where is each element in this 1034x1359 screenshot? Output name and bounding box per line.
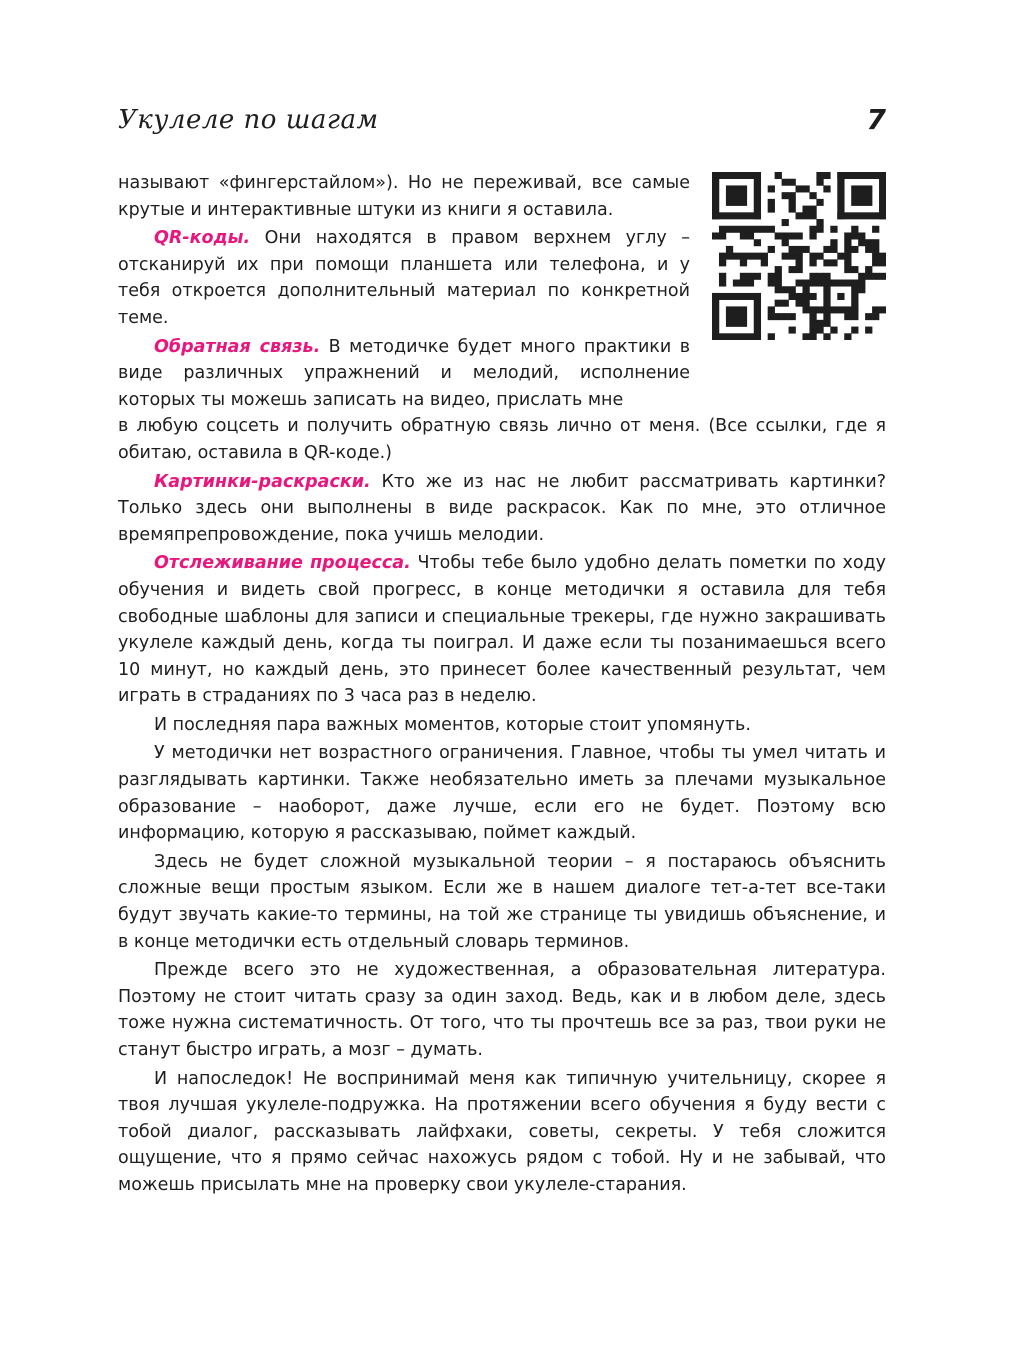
paragraph-progress-tracking — [118, 550, 886, 710]
paragraph-coloring-pictures — [118, 469, 886, 549]
term-coloring-pictures: Картинки-раскраски. — [154, 471, 371, 492]
page-header — [118, 105, 886, 145]
paragraph-continuation: называют «фингерстайлом»). Но не переживай, все самые крутые и интерактивные штуки из книги я оставила. — [118, 173, 690, 220]
paragraph-text: В методичке будет много практики в виде различных упражнений и мелодий, исполнение которых ты можешь записать на видео, прислать мне — [118, 336, 691, 410]
paragraph-text: Чтобы тебе было удобно делать пометки по ходу обучения и видеть свой прогресс, в конце методички я оставила для тебя свободные шаблоны для записи и специальные трекеры, где нужно закрашивать укулеле каждый день, когда ты поиграл. И даже если ты позанимаешься всего 10 минут, но каждый день, это принесет более качественный результат, чем играть в страданиях по 3 часа раз в неделю. — [118, 553, 887, 707]
paragraph: И напоследок! Не воспринимай меня как типичную учительницу, скорее я твоя лучшая укулеле-подружка. На протяжении всего обучения я буду вести с тобой диалог, рассказывать лайфхаки, советы, секреты. У тебя сложится ощущение, что я прямо сейчас нахожусь рядом с тобой. Ну и не забывай, что можешь присылать мне на проверку свои укулеле-старания. — [118, 1068, 886, 1195]
term-feedback: Обратная связь. — [154, 336, 321, 357]
body-text — [118, 170, 886, 1201]
paragraph-text: Они находятся в правом верхнем углу – отсканируй их при помощи планшета или телефона, и у тебя откроется дополнительный материал по конкретной теме. — [118, 228, 690, 328]
paragraph-qr-codes — [118, 225, 690, 331]
paragraph-feedback-continued: в любую соцсеть и получить обратную связь лично от меня. (Все ссылки, где я обитаю, оставила в QR-коде.) — [118, 416, 886, 463]
term-progress-tracking: Отслеживание процесса. — [154, 553, 411, 574]
paragraph-text: Кто же из нас не любит рассматривать картинки? Только здесь они выполнены в виде раскрасок. Как по мне, это отличное времяпрепровождение, пока учишь мелодии. — [118, 471, 886, 545]
paragraph: Здесь не будет сложной музыкальной теории – я постараюсь объяснить сложные вещи простым языком. Если же в нашем диалоге тет-а-тет все-таки будут звучать какие-то термины, на той же странице ты увидишь объяснение, и в конце методички есть отдельный словарь терминов. — [118, 851, 886, 952]
paragraph: Прежде всего это не художественная, а образовательная литература. Поэтому не стоит читать сразу за один заход. Ведь, как и в любом деле, здесь тоже нужна систематичность. От того, что ты прочтешь все за раз, твои руки не станут быстро играть, а мозг – думать. — [118, 960, 886, 1060]
running-title: Укулеле по шагам — [118, 105, 379, 135]
paragraph: И последняя пара важных моментов, которые стоит упомянуть. — [154, 714, 751, 735]
page-number: 7 — [866, 103, 886, 136]
term-qr-codes: QR-коды. — [154, 228, 251, 249]
paragraph-feedback — [118, 334, 690, 414]
paragraph: У методички нет возрастного ограничения. Главное, чтобы ты умел читать и разглядывать картинки. Также необязательно иметь за плечами музыкальное образование – наоборот, даже лучше, если его не будет. Поэтому всю информацию, которую я рассказываю, поймет каждый. — [118, 743, 886, 844]
